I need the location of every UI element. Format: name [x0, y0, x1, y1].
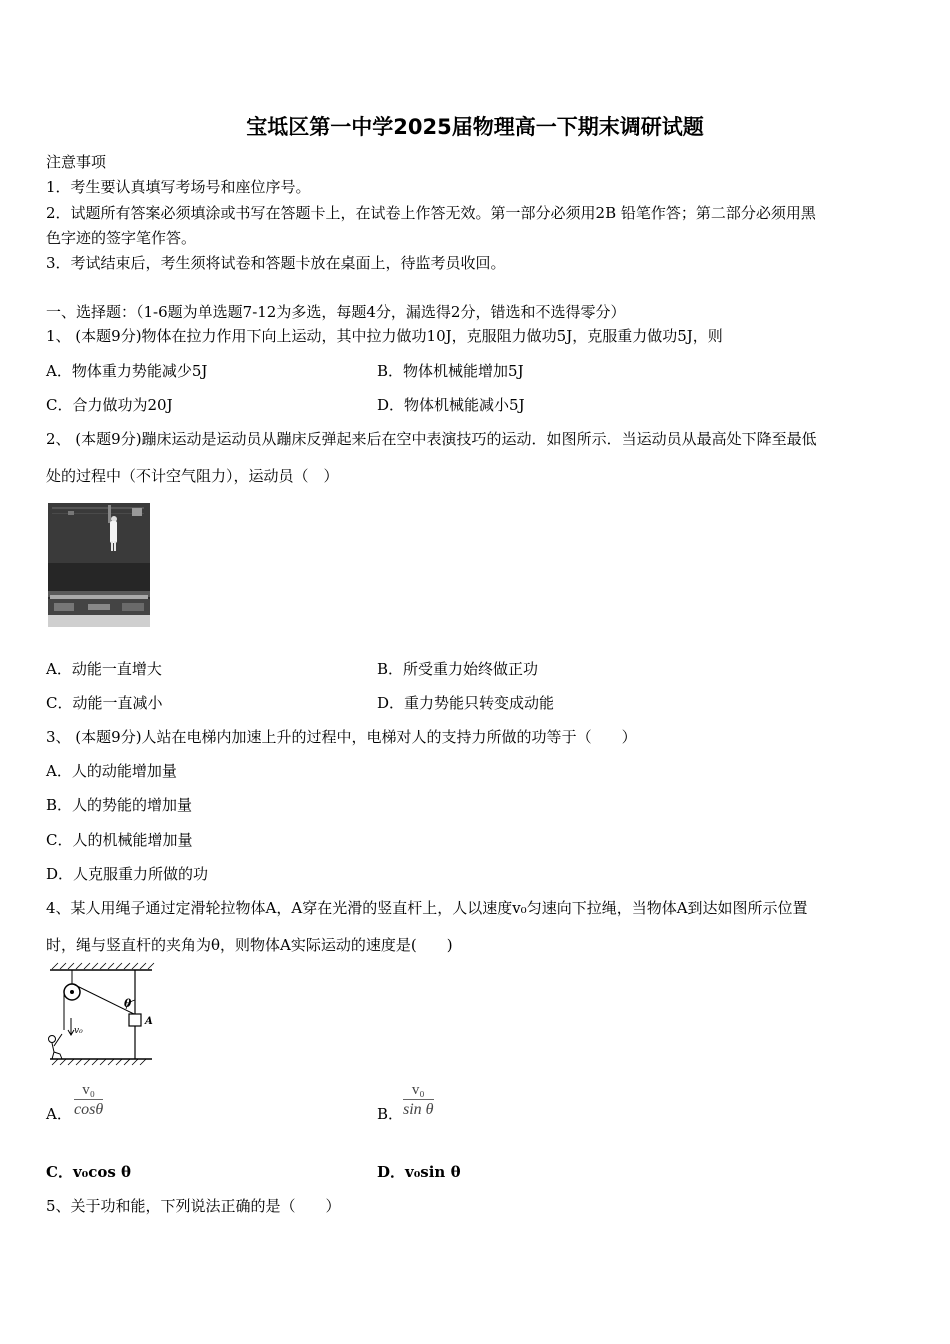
q3-option-a: A．人的动能增加量: [46, 762, 177, 780]
q4-option-b-fraction: [403, 1081, 434, 1120]
q4-option-b-numerator: v₀: [403, 1081, 434, 1100]
q5-stem: 5、关于功和能，下列说法正确的是（ ）: [46, 1197, 341, 1215]
q4-option-a-numerator: v₀: [74, 1081, 103, 1100]
notice-heading: 注意事项: [46, 153, 107, 171]
q2-stem-line-1: 2、 (本题9分)蹦床运动是运动员从蹦床反弹起来后在空中表演技巧的运动．如图所示．当运动员从最高处下降至最低: [46, 430, 817, 448]
notice-item-1: 1．考生要认真填写考场号和座位序号。: [46, 178, 311, 196]
q4-option-a-denominator: cosθ: [74, 1101, 104, 1118]
q2-option-b: B．所受重力始终做正功: [377, 660, 539, 678]
notice-item-2-line-2: 色字迹的签字笔作答。: [46, 229, 197, 247]
q1-stem: 1、 (本题9分)物体在拉力作用下向上运动，其中拉力做功10J，克服阻力做功5J，克服重力做功5J，则: [46, 327, 723, 345]
q1-option-c: C．合力做功为20J: [46, 396, 173, 414]
q2-stem-line-2: 处的过程中（不计空气阻力），运动员（ ）: [46, 467, 339, 485]
q4-stem-line-2: 时，绳与竖直杆的夹角为θ，则物体A实际运动的速度是( ): [46, 936, 453, 954]
q2-option-c: C．动能一直减小: [46, 694, 163, 712]
q4-option-b-label: B．: [377, 1105, 404, 1123]
q4-stem-line-1: 4、某人用绳子通过定滑轮拉物体A，A穿在光滑的竖直杆上，人以速度v₀匀速向下拉绳，当物体A到达如图所示位置: [46, 899, 808, 917]
q3-option-c: C．人的机械能增加量: [46, 831, 193, 849]
theta-label: θ: [124, 997, 132, 1010]
block-a-label: A: [145, 1016, 153, 1027]
q3-stem: 3、 (本题9分)人站在电梯内加速上升的过程中，电梯对人的支持力所做的功等于（ ）: [46, 728, 637, 746]
q4-option-b-denominator: sin θ: [403, 1101, 434, 1118]
q2-option-a: A．动能一直增大: [46, 660, 162, 678]
q2-option-d: D．重力势能只转变成动能: [377, 694, 555, 712]
notice-item-2-line-1: 2．试题所有答案必须填涂或书写在答题卡上，在试卷上作答无效。第一部分必须用2B 铅笔作答；第二部分必须用黑: [46, 204, 816, 222]
q4-option-c: C．v₀cos θ: [46, 1163, 132, 1181]
q4-option-a-fraction: [74, 1081, 103, 1120]
q1-option-b: B．物体机械能增加5J: [377, 362, 524, 380]
pulley-diagram: [44, 962, 158, 1066]
q1-option-d: D．物体机械能减小5J: [377, 396, 525, 414]
q3-option-d: D．人克服重力所做的功: [46, 865, 209, 883]
v0-label: v₀: [74, 1026, 83, 1036]
notice-item-3: 3．考试结束后，考生须将试卷和答题卡放在桌面上，待监考员收回。: [46, 254, 506, 272]
q1-option-a: A．物体重力势能减少5J: [46, 362, 208, 380]
section-heading: 一、选择题：（1-6题为单选题7-12为多选，每题4分，漏选得2分，错选和不选得零分）: [46, 303, 626, 321]
q3-option-b: B．人的势能的增加量: [46, 796, 193, 814]
page-title: 宝坻区第一中学2025届物理高一下期末调研试题: [246, 115, 704, 139]
trampoline-photo: [48, 503, 150, 627]
q4-option-d: D．v₀sin θ: [377, 1163, 461, 1181]
q4-option-a-label: A．: [46, 1105, 72, 1123]
